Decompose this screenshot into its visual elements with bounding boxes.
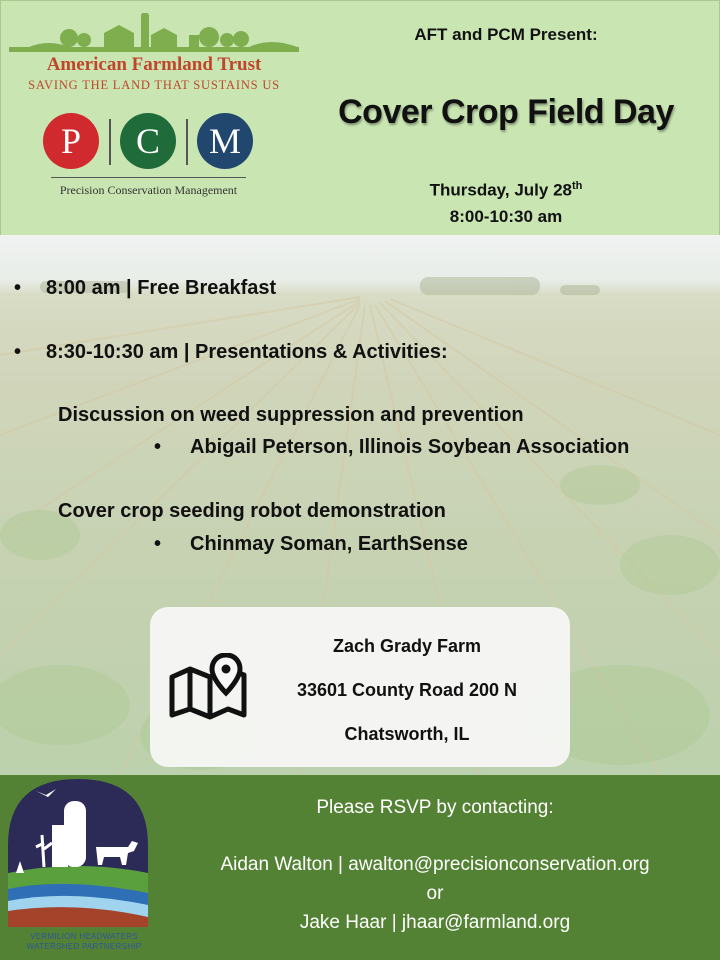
event-date (321, 173, 691, 230)
pcm-letter-c: C (120, 113, 176, 169)
event-day: Thursday, July 28 (429, 180, 572, 200)
bullet-point: • (154, 436, 162, 458)
watershed-caption-line-1: VERMILION HEADWATERS (30, 932, 138, 941)
rsvp-heading: Please RSVP by contacting: (316, 797, 554, 818)
contact-jake[interactable]: Jake Haar | jhaar@farmland.org (299, 912, 571, 933)
pcm-logo (41, 113, 256, 203)
aft-tagline: SAVING THE LAND THAT SUSTAINS US (28, 78, 280, 92)
farm-silhouette-icon (9, 13, 299, 55)
watershed-caption-line-2: WATERSHED PARTNERSHIP (26, 942, 142, 951)
bullet-point: • (14, 341, 22, 363)
footer-rsvp (0, 775, 720, 960)
bullet-point: • (14, 277, 22, 299)
agenda-item-breakfast: 8:00 am | Free Breakfast (46, 277, 277, 299)
session-robot-speaker: Chinmay Soman, EarthSense (190, 533, 468, 555)
pcm-rule (51, 177, 246, 178)
event-time: 8:00-10:30 am (449, 206, 563, 226)
presents-line: AFT and PCM Present: (414, 25, 598, 44)
aft-name: American Farmland Trust (46, 54, 262, 75)
date-suffix: th (571, 180, 583, 192)
location-name: Zach Grady Farm (332, 636, 482, 656)
rsvp-or: or (426, 883, 444, 904)
pcm-caption: Precision Conservation Management (59, 183, 238, 197)
watershed-caption (10, 932, 158, 952)
location-address: 33601 County Road 200 N (296, 680, 518, 700)
bullet-point: • (154, 533, 162, 555)
event-title: Cover Crop Field Day (338, 93, 674, 131)
pcm-letter-m: M (197, 113, 253, 169)
map-pin-icon (168, 653, 248, 721)
location-city: Chatsworth, IL (344, 724, 470, 744)
session-robot-title: Cover crop seeding robot demonstration (58, 500, 446, 522)
contact-aidan[interactable]: Aidan Walton | awalton@precisionconservation.org (220, 854, 650, 875)
vermilion-headwaters-logo (6, 777, 151, 957)
session-weed-speaker: Abigail Peterson, Illinois Soybean Association (190, 436, 630, 458)
pcm-letter-p: P (43, 113, 99, 169)
agenda-item-presentations: 8:30-10:30 am | Presentations & Activities: (46, 341, 448, 363)
header-banner (0, 0, 720, 235)
pcm-divider (186, 119, 188, 165)
location-card (150, 607, 570, 767)
session-weed-title: Discussion on weed suppression and prevention (58, 404, 524, 426)
watershed-logo-icon (6, 777, 151, 932)
pcm-divider (109, 119, 111, 165)
american-farmland-trust-logo (9, 13, 299, 93)
